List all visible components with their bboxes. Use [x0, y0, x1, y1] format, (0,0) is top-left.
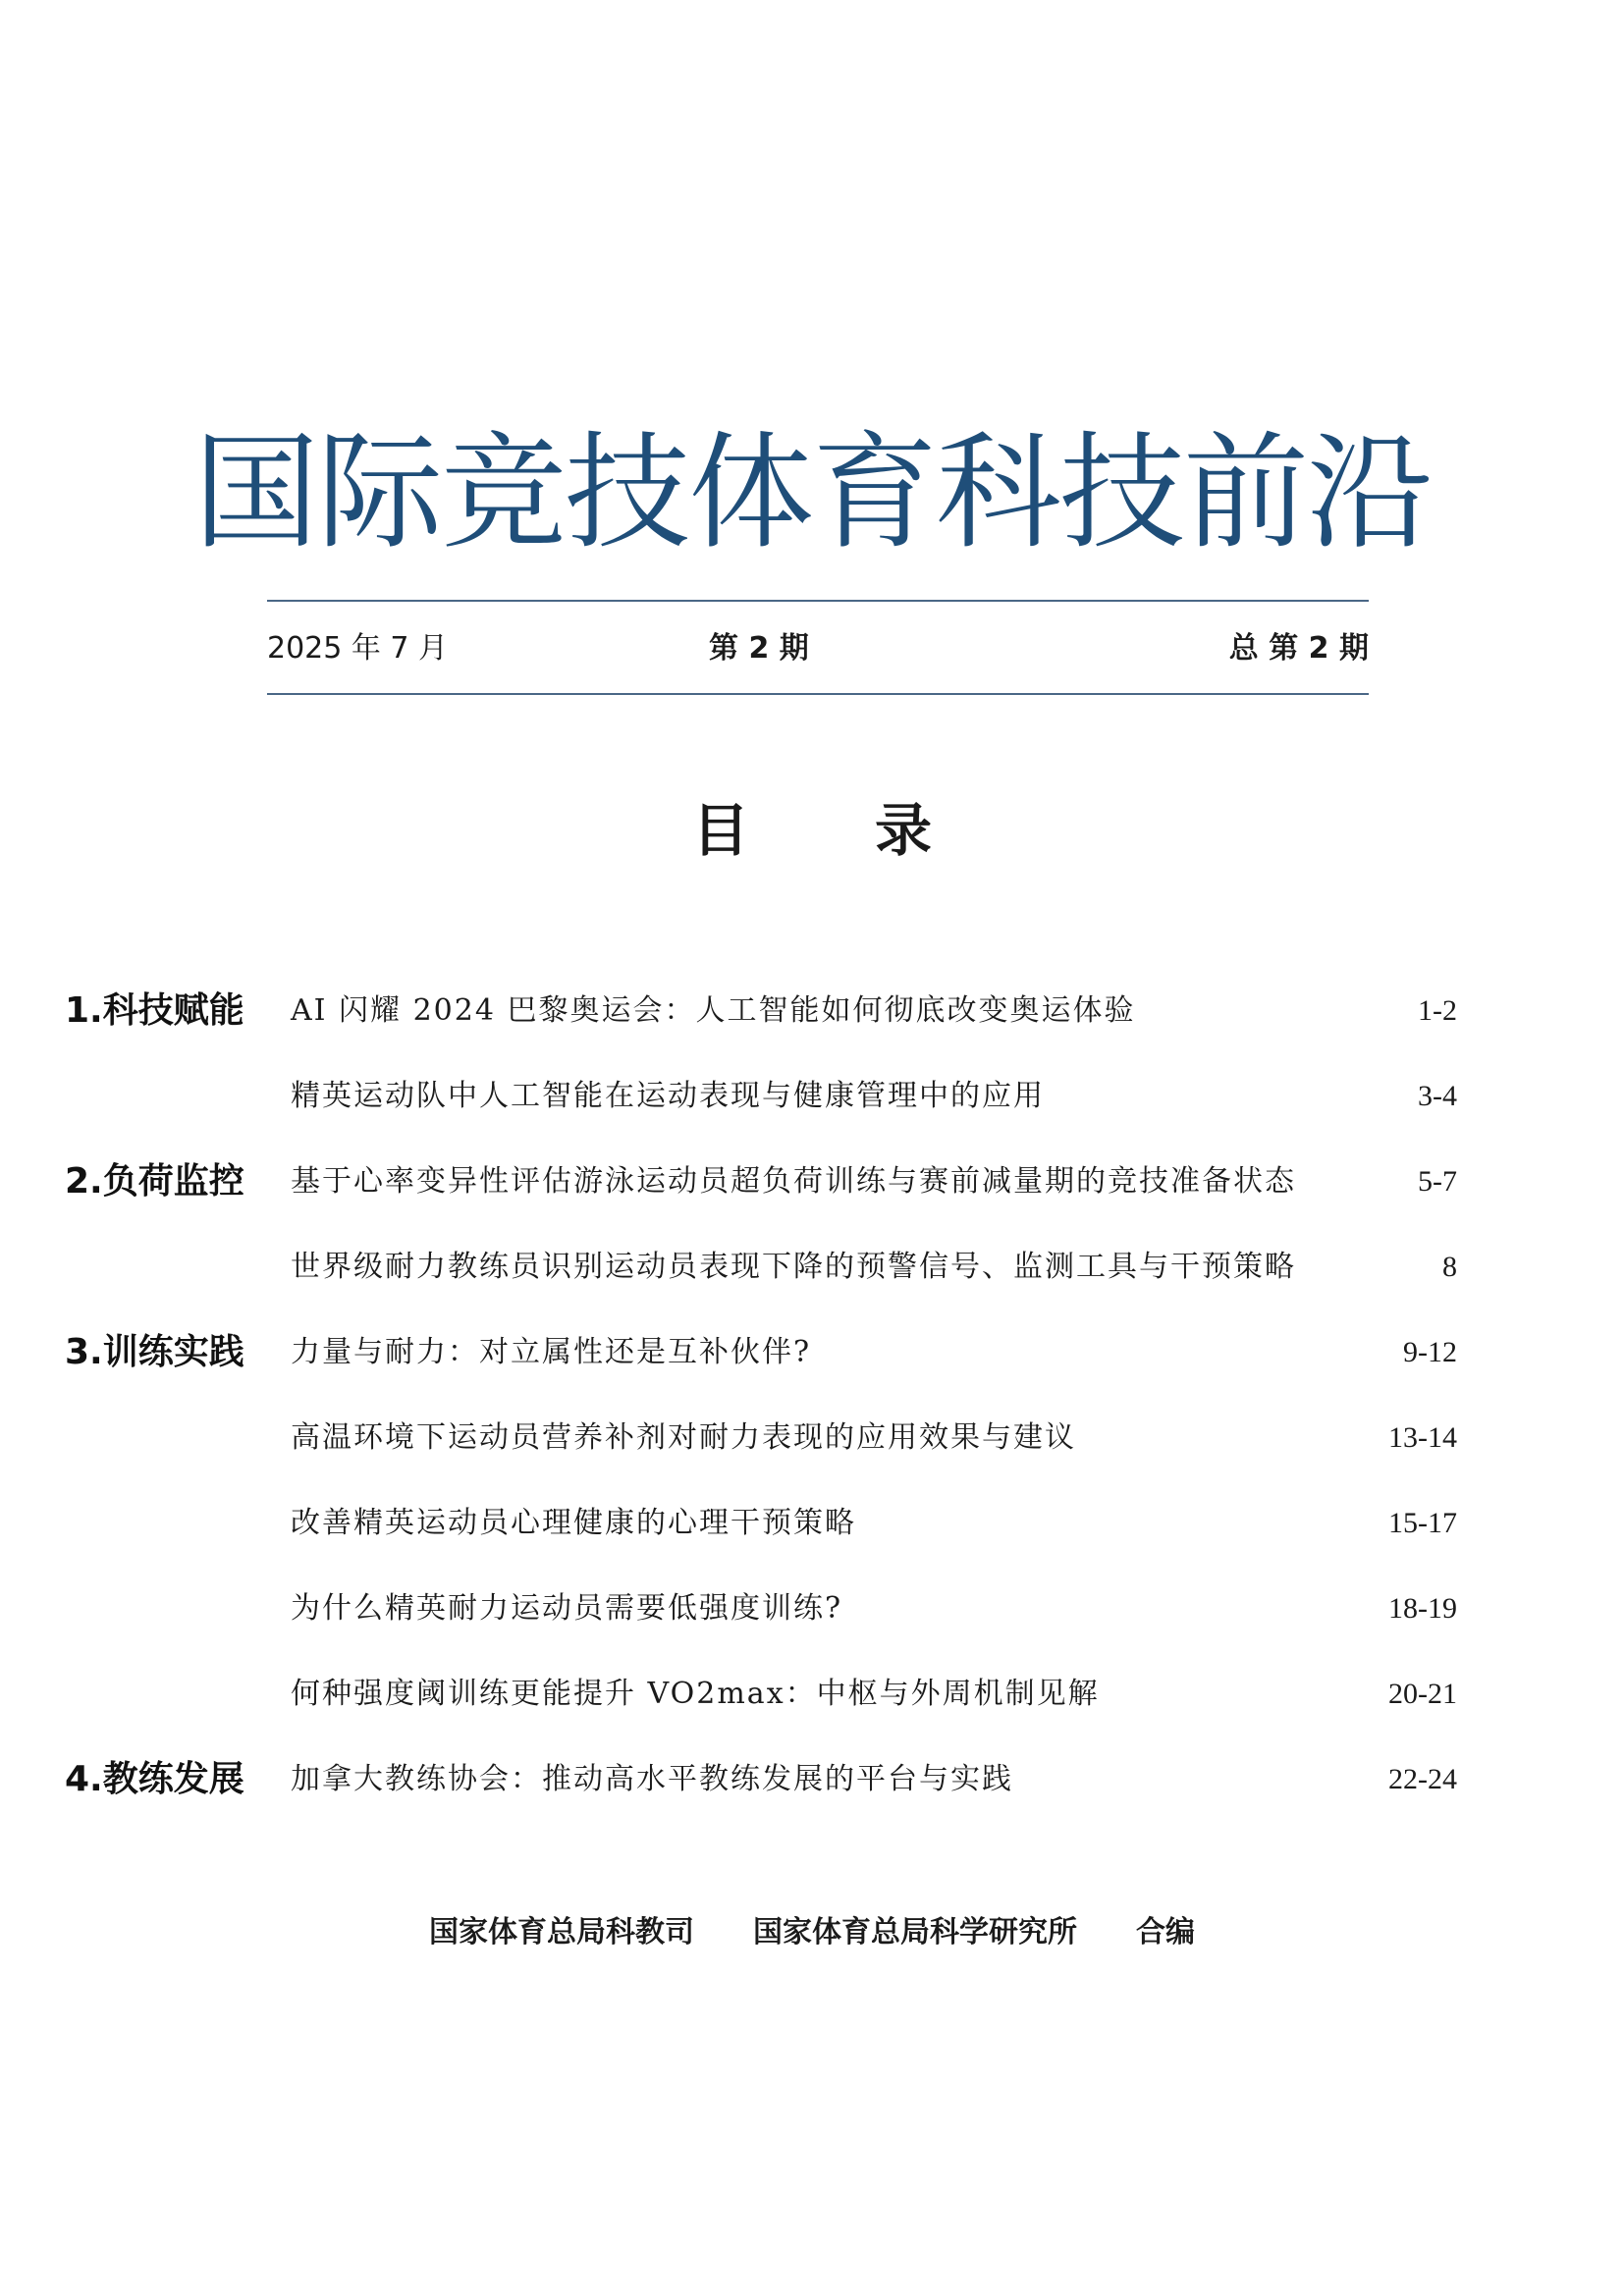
toc-page-range: 20-21 — [1388, 1678, 1457, 1710]
editor-org-2: 国家体育总局科学研究所 — [753, 1915, 1077, 1949]
toc-entry[interactable] — [0, 982, 1624, 1041]
issue-date: 2025 年 7 月 — [267, 631, 449, 666]
toc-page-range: 15-17 — [1388, 1507, 1457, 1539]
toc-article-title: 高温环境下运动员营养补剂对耐力表现的应用效果与建议 — [291, 1420, 1076, 1455]
toc-article-title: 改善精英运动员心理健康的心理干预策略 — [291, 1506, 856, 1540]
toc-article-title: 基于心率变异性评估游泳运动员超负荷训练与赛前减量期的竞技准备状态 — [291, 1164, 1296, 1199]
toc-entry[interactable] — [0, 1323, 1624, 1382]
toc-entry[interactable] — [0, 1409, 1624, 1468]
editors-line — [0, 1908, 1624, 1957]
toc-entry[interactable] — [0, 1579, 1624, 1638]
toc-entry[interactable] — [0, 1067, 1624, 1126]
toc-page-range: 5-7 — [1418, 1165, 1457, 1198]
toc-article-title: 力量与耐力：对立属性还是互补伙伴? — [291, 1335, 812, 1369]
issue-number: 第 2 期 — [709, 631, 809, 666]
toc-article-title: 世界级耐力教练员识别运动员表现下降的预警信号、监测工具与干预策略 — [291, 1250, 1296, 1284]
toc-entry[interactable] — [0, 1152, 1624, 1211]
toc-article-title: 加拿大教练协会：推动高水平教练发展的平台与实践 — [291, 1762, 1013, 1796]
toc-section-label: 2.负荷监控 — [65, 1161, 244, 1201]
header-rule-bottom — [267, 693, 1369, 695]
toc-section-label: 3.训练实践 — [65, 1332, 244, 1372]
toc-article-title: 为什么精英耐力运动员需要低强度训练? — [291, 1591, 843, 1626]
header-rule-top — [267, 600, 1369, 602]
toc-page-range: 3-4 — [1418, 1080, 1457, 1112]
toc-page-range: 8 — [1442, 1251, 1457, 1283]
journal-title: 国际竞技体育科技前沿 — [192, 420, 1431, 566]
toc-page-range: 1-2 — [1418, 994, 1457, 1027]
toc-article-title: 精英运动队中人工智能在运动表现与健康管理中的应用 — [291, 1079, 1045, 1113]
toc-heading: 目录 — [691, 797, 1057, 864]
toc-page-range: 18-19 — [1388, 1592, 1457, 1625]
toc-page-range: 22-24 — [1388, 1763, 1457, 1795]
toc-page-range: 9-12 — [1403, 1336, 1457, 1368]
issue-total: 总 第 2 期 — [1228, 631, 1369, 666]
toc-section-label: 1.科技赋能 — [65, 990, 244, 1031]
toc-article-title: 何种强度阈训练更能提升 VO2max：中枢与外周机制见解 — [291, 1677, 1100, 1711]
toc-entry[interactable] — [0, 1750, 1624, 1809]
toc-article-title: AI 闪耀 2024 巴黎奥运会：人工智能如何彻底改变奥运体验 — [291, 993, 1136, 1028]
toc-section-label: 4.教练发展 — [65, 1759, 244, 1799]
toc-page-range: 13-14 — [1388, 1421, 1457, 1454]
toc-entry[interactable] — [0, 1494, 1624, 1553]
toc-entry[interactable] — [0, 1238, 1624, 1297]
editors-suffix: 合编 — [1136, 1915, 1195, 1949]
editor-org-1: 国家体育总局科教司 — [429, 1915, 694, 1949]
toc-entry[interactable] — [0, 1665, 1624, 1724]
